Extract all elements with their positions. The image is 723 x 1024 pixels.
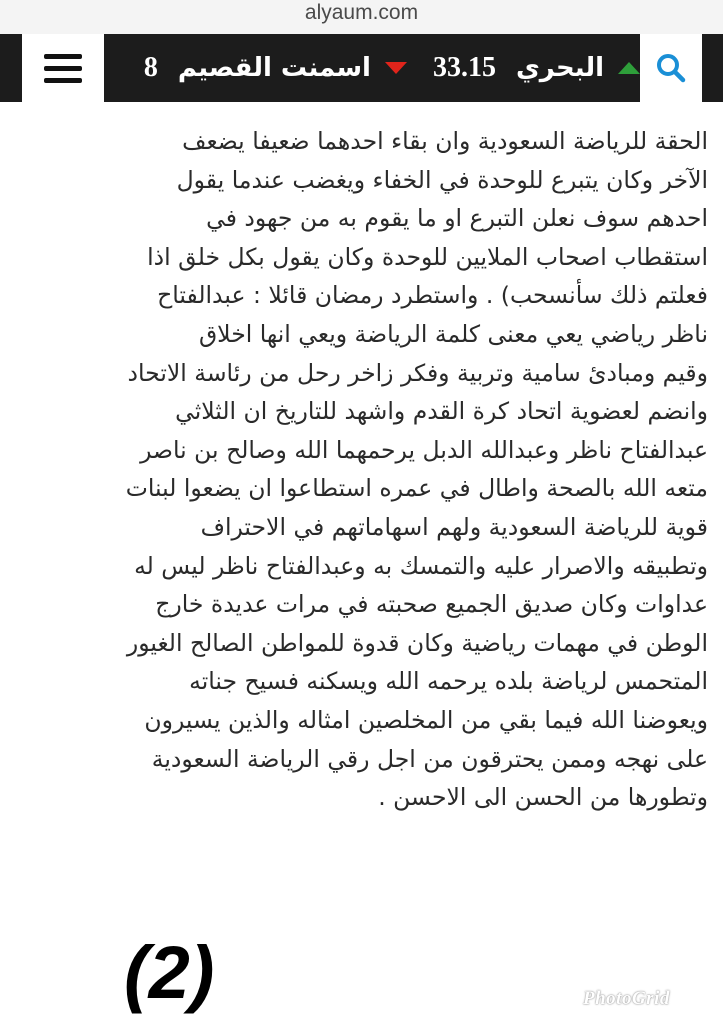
search-icon	[655, 52, 687, 84]
article-line: على نهجه وممن يحترقون من اجل رقي الرياضة السعودية	[151, 744, 708, 773]
article-line: الحقة للرياضة السعودية وان بقاء احدهما ضعيفا يضعف	[182, 127, 708, 155]
article-line: عداوات وكان صديق الجميع صحبته في مرات عديدة خارج	[155, 590, 708, 619]
ticker-stock-value: 8	[143, 52, 158, 83]
article-line: الآخر وكان يتبرع للوحدة في الخفاء ويغضب عندما يقول	[176, 165, 708, 194]
article-line: قوية للرياضة السعودية ولهم اسهاماتهم في الاحتراف	[200, 512, 708, 541]
article-line: ويعوضنا الله فيما بقي من المخلصين امثاله والذين يسيرون	[144, 705, 708, 734]
trend-up-icon	[618, 62, 640, 74]
article-line: فعلتم ذلك سأنسحب) . واستطرد رمضان قائلا : عبدالفتاح	[157, 281, 708, 310]
ticker-stock-name: اسمنت القصيم	[177, 53, 371, 83]
stock-ticker-bar	[0, 34, 723, 102]
article-line: استقطاب اصحاب الملايين للوحدة وكان يقول بكل خلق اذا	[147, 242, 708, 271]
ticker-stock-value: 33.15	[432, 52, 496, 83]
browser-url-bar[interactable]	[0, 0, 723, 34]
ticker-stock-name: البحري	[515, 53, 604, 83]
ticker-item[interactable]	[144, 52, 407, 84]
hamburger-menu-icon	[44, 78, 82, 83]
article-body	[18, 102, 708, 817]
article-line: ناظر رياضي يعي معنى كلمة الرياضة ويعي انها اخلاق	[198, 319, 708, 348]
article-line: عبدالفتاح ناظر وعبدالله الدبل يرحمهما الله وصالح بن ناصر	[140, 435, 708, 464]
hamburger-menu-icon	[44, 54, 82, 59]
article-line: احدهم سوف نعلن التبرع او ما يقوم به من جهود في	[206, 204, 708, 233]
hamburger-menu-icon	[44, 66, 82, 71]
page-number-marker: (2)	[124, 931, 215, 1014]
article-line: المتحمس لرياضة بلده يرحمه الله ويسكنه فسيح جناته	[189, 667, 708, 696]
article-line: وتطورها من الحسن الى الاحسن .	[378, 783, 708, 812]
watermark-logo: PhotoGrid	[583, 988, 670, 1009]
search-button[interactable]	[640, 34, 702, 102]
ticker-track	[104, 34, 640, 102]
article-line: وقيم ومبادئ سامية وتربية وفكر زاخر رحل من رئاسة الاتحاد	[127, 358, 708, 387]
trend-down-icon	[385, 62, 407, 74]
menu-button[interactable]	[22, 34, 104, 102]
url-text[interactable]: alyaum.com	[304, 1, 419, 24]
article-line: وانضم لعضوية اتحاد كرة القدم واشهد للتاريخ ان الثلاثي	[175, 397, 708, 426]
article-line: الوطن في مهمات رياضية وكان قدوة للمواطن الصالح الغيور	[126, 628, 708, 657]
article-line: متعه الله بالصحة واطال في عمره استطاعوا ان يضعوا لبنات	[125, 474, 708, 503]
article-line: وتطبيقه والاصرار عليه والتمسك به وعبدالفتاح ناظر ليس له	[134, 551, 708, 580]
ticker-item[interactable]	[433, 52, 640, 84]
